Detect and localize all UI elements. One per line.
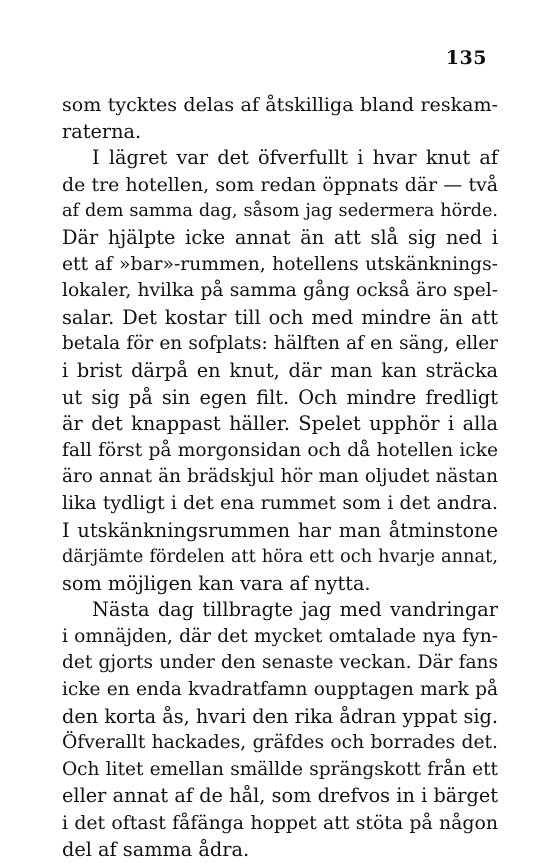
text-line: Öfverallt hackades, gräfdes och borrades det. [62, 732, 498, 754]
text-line: raterna. [62, 119, 142, 143]
text-line: den korta ås, hvari den rika ådran yppat sig. [62, 704, 498, 728]
text-line: därjämte fördelen att höra ett och hvarje annat, [62, 546, 498, 568]
text-line: ett af »bar»-rummen, hotellens utskänknings- [62, 253, 498, 275]
text-line: I lägret var det öfverfullt i hvar knut af [92, 146, 498, 170]
text-line: är det knappast häller. Spelet upphör i alla [62, 412, 498, 436]
text-line: Där hjälpte icke annat än att slå sig ned i [62, 225, 498, 249]
page-number: 135 [445, 47, 487, 69]
text-line: Och litet emellan smällde sprängskott från ett [62, 758, 498, 780]
text-line: icke en enda kvadratfamn oupptagen mark på [62, 679, 498, 701]
text-line: som tycktes delas af åtskilliga bland reskam- [62, 94, 498, 116]
text-line: i brist därpå en knut, där man kan sträcka [62, 358, 498, 382]
text-line: som möjligen kan vara af nytta. [62, 571, 371, 595]
text-line: ut sig på sin egen filt. Och mindre fredligt [62, 385, 498, 409]
body-text [62, 92, 498, 863]
text-line: lokaler, hvilka på samma gång också äro spel- [62, 280, 498, 302]
text-line: det gjorts under den senaste veckan. Där fans [62, 652, 498, 674]
text-line: fall först på morgonsidan och då hotellen icke [62, 439, 498, 461]
text-line: lika tydligt i det ena rummet som i det andra. [62, 492, 498, 514]
text-line: af dem samma dag, såsom jag sedermera hörde. [62, 201, 498, 222]
text-line: i det oftast fåfänga hoppet att stöta på någon [62, 812, 498, 835]
text-line: äro annat än brädskjul hör man oljudet nästan [62, 466, 498, 488]
text-line: del af samma ådra. [62, 837, 250, 861]
text-line: eller annat af de hål, som drefvos in i bärget [62, 784, 498, 808]
text-line: i omnäjden, där det mycket omtalade nya fyn- [62, 625, 498, 647]
text-line: I utskänkningsrummen har man åtminstone [62, 518, 498, 542]
text-line: Nästa dag tillbragte jag med vandringar [92, 598, 498, 622]
text-line: betala för en sofplats: hälften af en säng, eller [62, 333, 498, 355]
text-line: salar. Det kostar till och med mindre än att [62, 305, 498, 329]
text-line: de tre hotellen, som redan öppnats där — två [62, 173, 498, 196]
